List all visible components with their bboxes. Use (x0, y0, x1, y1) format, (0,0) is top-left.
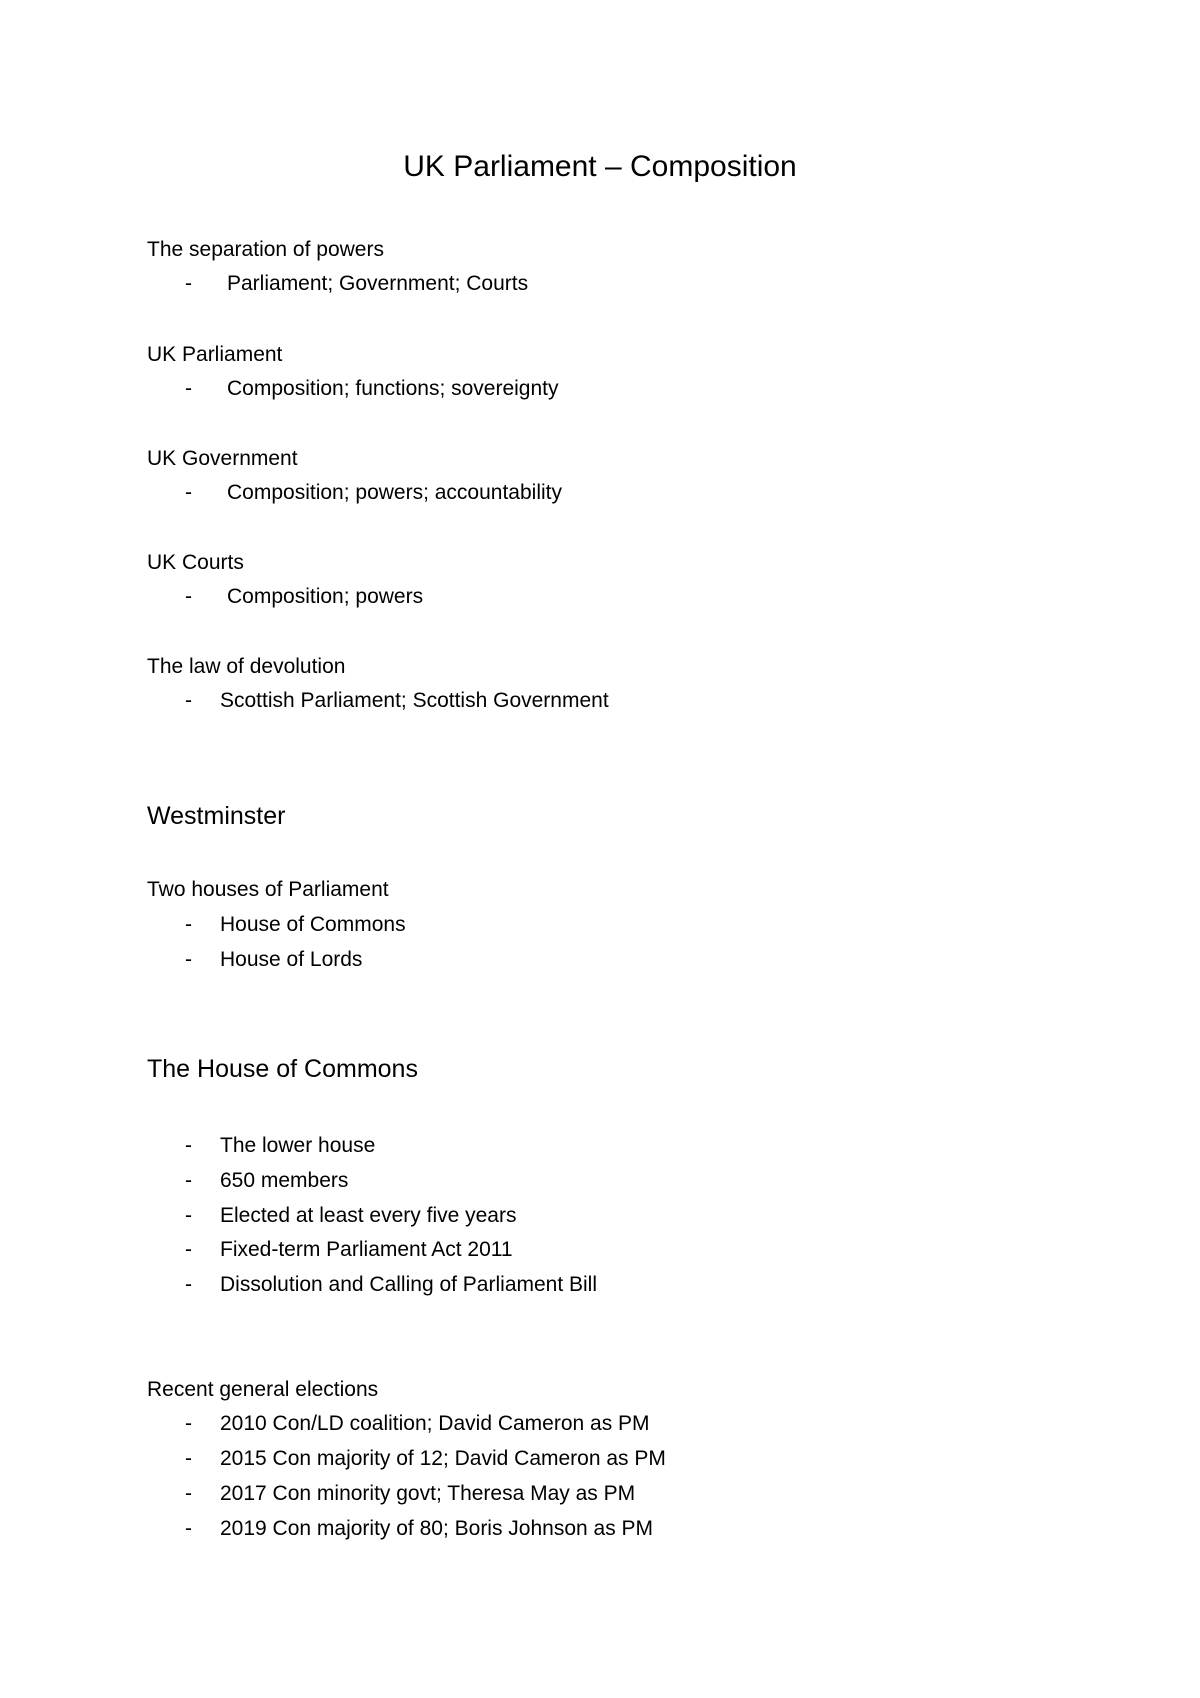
list-item (185, 689, 609, 713)
list-item-text: Composition; functions; sovereignty (227, 377, 559, 400)
list-item-text: 2017 Con minority govt; Theresa May as PM (220, 1482, 636, 1505)
list-item (185, 948, 362, 972)
list-item (185, 1482, 635, 1506)
list-item (185, 1134, 375, 1158)
list-item-text: Scottish Parliament; Scottish Government (220, 689, 609, 712)
list-item (185, 913, 406, 937)
list-item (185, 1169, 348, 1193)
bullet-dash: - (185, 948, 192, 971)
list-item (185, 1273, 597, 1297)
bullet-dash: - (185, 1517, 192, 1540)
bullet-dash: - (185, 377, 192, 400)
heading-uk-courts: UK Courts (147, 551, 244, 574)
list-item-text: Composition; powers (227, 585, 424, 608)
heading-separation-of-powers: The separation of powers (147, 238, 384, 261)
list-item-text: Parliament; Government; Courts (227, 272, 529, 295)
heading-uk-parliament: UK Parliament (147, 343, 283, 366)
list-item-text: Dissolution and Calling of Parliament Bill (220, 1273, 598, 1296)
bullet-dash: - (185, 1134, 192, 1157)
list-item-text: The lower house (220, 1134, 376, 1157)
list-item (185, 1412, 650, 1436)
bullet-dash: - (185, 1447, 192, 1470)
list-item (185, 585, 423, 609)
list-item-text: 2010 Con/LD coalition; David Cameron as PM (220, 1412, 650, 1435)
heading-uk-government: UK Government (147, 447, 298, 470)
list-item-text: House of Lords (220, 948, 363, 971)
list-item-text: 2015 Con majority of 12; David Cameron as PM (220, 1447, 666, 1470)
bullet-dash: - (185, 1273, 192, 1296)
list-item-text: 2019 Con majority of 80; Boris Johnson as PM (220, 1517, 654, 1540)
list-item-text: Elected at least every five years (220, 1204, 517, 1227)
bullet-dash: - (185, 272, 192, 295)
section-heading-westminster: Westminster (147, 802, 286, 830)
bullet-dash: - (185, 1482, 192, 1505)
list-item-text: House of Commons (220, 913, 406, 936)
heading-two-houses: Two houses of Parliament (147, 878, 389, 901)
section-heading-house-of-commons: The House of Commons (147, 1055, 418, 1083)
list-item-text: Fixed-term Parliament Act 2011 (220, 1238, 513, 1261)
list-item (185, 1517, 653, 1541)
list-item (185, 1238, 513, 1262)
bullet-dash: - (185, 1204, 192, 1227)
bullet-dash: - (185, 481, 192, 504)
bullet-dash: - (185, 585, 192, 608)
list-item (185, 272, 528, 296)
bullet-dash: - (185, 1238, 192, 1261)
list-item (185, 481, 562, 505)
heading-recent-elections: Recent general elections (147, 1378, 379, 1401)
list-item (185, 377, 559, 401)
list-item (185, 1204, 516, 1228)
heading-law-of-devolution: The law of devolution (147, 655, 346, 678)
page-title: UK Parliament – Composition (403, 150, 797, 183)
bullet-dash: - (185, 1169, 192, 1192)
list-item-text: 650 members (220, 1169, 349, 1192)
list-item (185, 1447, 666, 1471)
list-item-text: Composition; powers; accountability (227, 481, 562, 504)
bullet-dash: - (185, 913, 192, 936)
bullet-dash: - (185, 689, 192, 712)
bullet-dash: - (185, 1412, 192, 1435)
